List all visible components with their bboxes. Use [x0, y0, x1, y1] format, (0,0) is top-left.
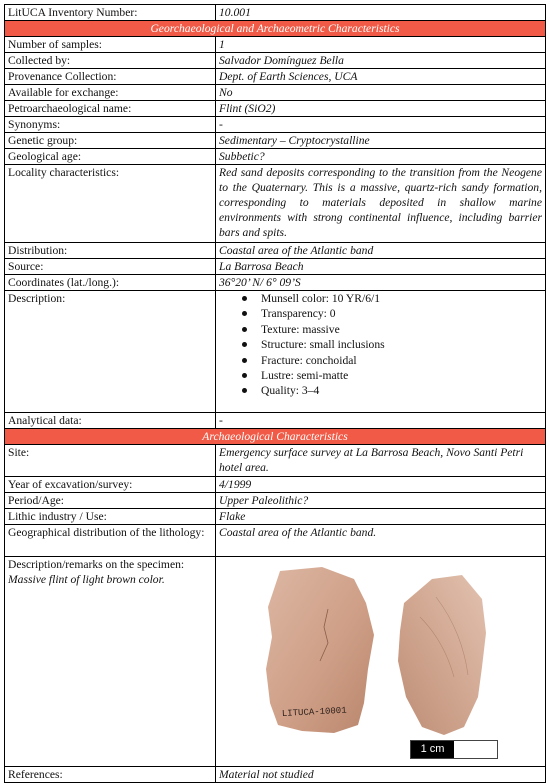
description-label: Description:: [5, 291, 216, 413]
specimen-label: Description/remarks on the specimen:: [8, 558, 185, 571]
specimen-photo: [216, 557, 547, 766]
site-row: [5, 445, 546, 477]
period-row: [5, 493, 546, 509]
row-label: Provenance Collection:: [5, 69, 216, 85]
row-value: Subbetic?: [216, 149, 546, 165]
table-row: [5, 149, 546, 165]
row-value: Flint (SiO2): [216, 101, 546, 117]
row-label: Genetic group:: [5, 133, 216, 149]
flake-ventral-face: [398, 575, 486, 735]
inventory-sheet: [4, 4, 546, 783]
table-row: [5, 259, 546, 275]
row-label: Coordinates (lat./long.):: [5, 275, 216, 291]
year-label: Year of excavation/survey:: [5, 477, 216, 493]
row-label: Distribution:: [5, 243, 216, 259]
list-item: Texture: massive: [249, 322, 542, 337]
section-header-arch: [5, 429, 546, 445]
description-value: [216, 291, 546, 413]
analytical-label: Analytical data:: [5, 413, 216, 429]
period-label: Period/Age:: [5, 493, 216, 509]
table-row: [5, 85, 546, 101]
geodist-value: Coastal area of the Atlantic band.: [216, 525, 546, 557]
row-value: Dept. of Earth Sciences, UCA: [216, 69, 546, 85]
analytical-row: [5, 413, 546, 429]
row-label: Collected by:: [5, 53, 216, 69]
row-value: -: [216, 117, 546, 133]
table-row: [5, 243, 546, 259]
list-item: Structure: small inclusions: [249, 337, 542, 352]
section-title-arch: Archaeological Characteristics: [5, 429, 546, 445]
scale-bar: [410, 740, 498, 759]
list-item: Lustre: semi-matte: [249, 368, 542, 383]
row-label: Geological age:: [5, 149, 216, 165]
row-label: Petroarchaeological name:: [5, 101, 216, 117]
locality-value: Red sand deposits corresponding to the transition from the Neogene to the Quaternary. This is a massive, quartz-rich sandy formation, corresponding to materials deposited in shallow marine environments with strong continental influence, including barrier bars and spits.: [216, 165, 546, 243]
description-list: [219, 291, 542, 399]
lithic-row: [5, 509, 546, 525]
list-item: Munsell color: 10 YR/6/1: [249, 291, 542, 306]
section-title-geo: Georchaeological and Archaeometric Characteristics: [5, 21, 546, 37]
inventory-label: LitUCA Inventory Number:: [5, 5, 216, 21]
table-row: [5, 37, 546, 53]
analytical-value: -: [216, 413, 546, 429]
locality-row: [5, 165, 546, 243]
table-row: [5, 117, 546, 133]
row-value: La Barrosa Beach: [216, 259, 546, 275]
references-value: Material not studied: [216, 767, 546, 783]
table-row: [5, 69, 546, 85]
table-row: [5, 101, 546, 117]
row-label: Synonyms:: [5, 117, 216, 133]
geodist-label: Geographical distribution of the lithology:: [5, 525, 216, 557]
row-label: Number of samples:: [5, 37, 216, 53]
row-value: 36°20’ N/ 6° 09’S: [216, 275, 546, 291]
specimen-label-cell: [5, 557, 216, 767]
row-value: Salvador Domínguez Bella: [216, 53, 546, 69]
row-label: Available for exchange:: [5, 85, 216, 101]
inventory-value: 10.001: [216, 5, 546, 21]
row-value: Sedimentary – Cryptocrystalline: [216, 133, 546, 149]
list-item: Quality: 3–4: [249, 383, 542, 398]
scale-label: 1 cm: [411, 741, 454, 758]
table-row: [5, 133, 546, 149]
specimen-row: [5, 557, 546, 767]
site-value: Emergency surface survey at La Barrosa Beach, Novo Santi Petri hotel area.: [216, 445, 546, 477]
site-label: Site:: [5, 445, 216, 477]
list-item: Transparency: 0: [249, 306, 542, 321]
lithic-value: Flake: [216, 509, 546, 525]
row-value: 1: [216, 37, 546, 53]
year-value: 4/1999: [216, 477, 546, 493]
inventory-row: [5, 5, 546, 21]
list-item: Fracture: conchoidal: [249, 353, 542, 368]
references-label: References:: [5, 767, 216, 783]
row-value: No: [216, 85, 546, 101]
specimen-remark: Massive flint of light brown color.: [8, 573, 165, 586]
references-row: [5, 767, 546, 783]
section-header-geo: [5, 21, 546, 37]
inventory-table: [4, 4, 546, 783]
table-row: [5, 53, 546, 69]
lithic-label: Lithic industry / Use:: [5, 509, 216, 525]
specimen-inscription: LITUCA-10001: [281, 705, 347, 719]
geodist-row: [5, 525, 546, 557]
row-value: Coastal area of the Atlantic band: [216, 243, 546, 259]
table-row: [5, 275, 546, 291]
description-row: [5, 291, 546, 413]
year-row: [5, 477, 546, 493]
locality-label: Locality characteristics:: [5, 165, 216, 243]
row-label: Source:: [5, 259, 216, 275]
specimen-photo-cell: [216, 557, 546, 767]
period-value: Upper Paleolithic?: [216, 493, 546, 509]
